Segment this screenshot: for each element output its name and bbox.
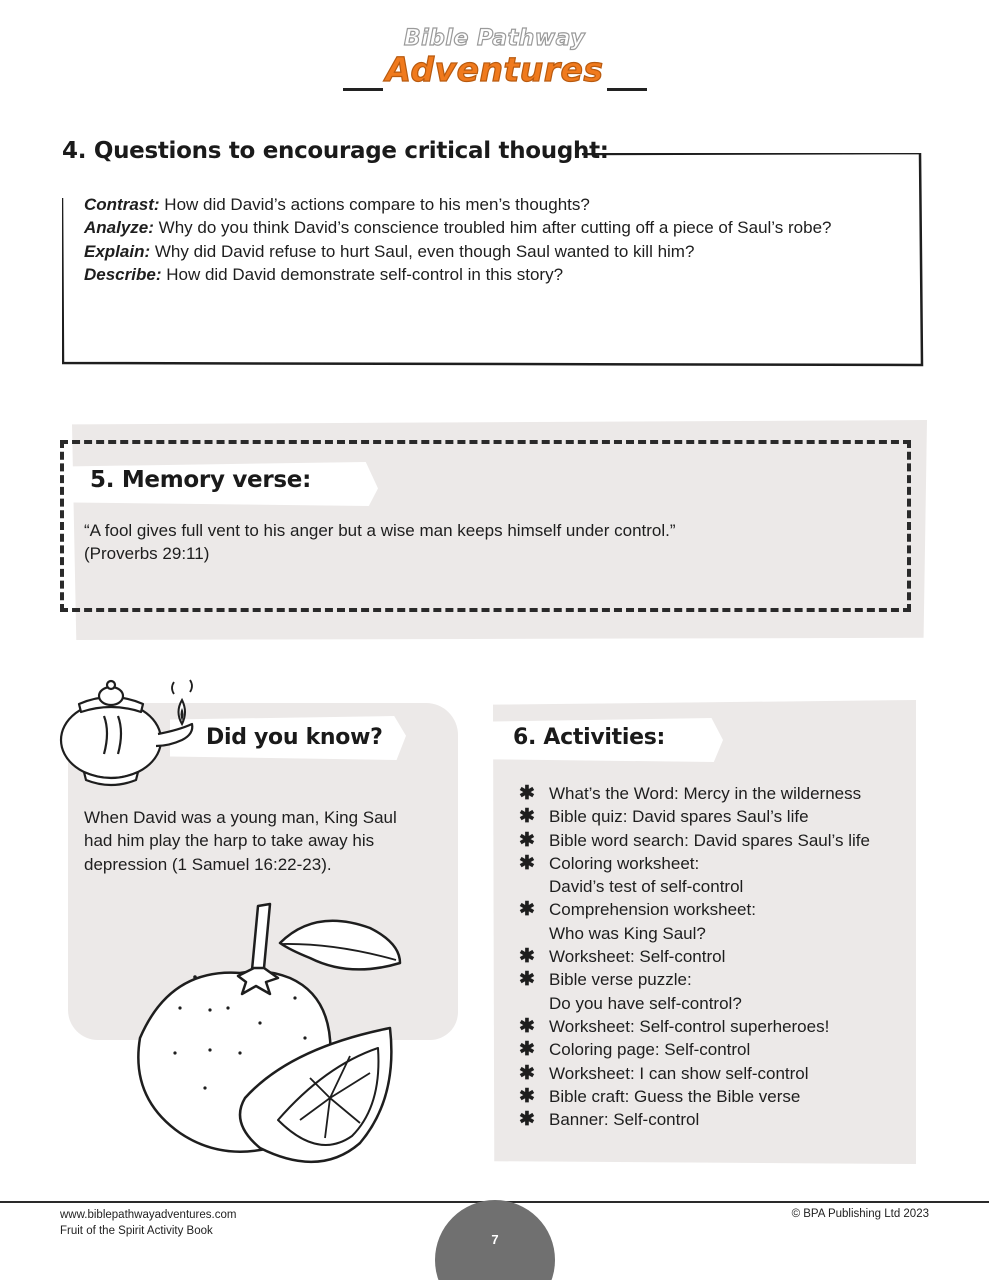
asterisk-bullet-icon: ✱ <box>519 946 535 968</box>
activity-item: ✱ Bible quiz: David spares Saul’s life <box>519 806 809 828</box>
asterisk-bullet-icon: ✱ <box>519 1015 535 1037</box>
footer-copyright: © BPA Publishing Ltd 2023 <box>791 1208 929 1220</box>
question-describe: Describe: How did David demonstrate self-control in this story? <box>84 264 564 284</box>
activity-item: ✱ What’s the Word: Mercy in the wilderness <box>519 783 862 804</box>
section-6-title: 6. Activities: <box>513 725 666 750</box>
asterisk-bullet-icon: ✱ <box>519 1085 535 1107</box>
footer-website[interactable]: www.biblepathwayadventures.com <box>60 1209 237 1221</box>
asterisk-bullet-icon: ✱ <box>519 969 535 991</box>
logo-bottom-text: Adventures <box>385 50 604 89</box>
activity-item: ✱ Coloring page: Self-control <box>519 1039 751 1061</box>
activity-item: ✱ Bible craft: Guess the Bible verse <box>519 1085 801 1107</box>
question-explain: Explain: Why did David refuse to hurt Saul, even though Saul wanted to kill him? <box>84 241 695 261</box>
logo-top-text: Bible Pathway <box>403 26 586 51</box>
orange-illustration <box>130 898 410 1177</box>
asterisk-bullet-icon: ✱ <box>519 1109 535 1131</box>
asterisk-bullet-icon: ✱ <box>519 1062 535 1084</box>
activity-item: ✱ Coloring worksheet: David’s test of self-control <box>519 852 744 897</box>
activity-item: ✱ Worksheet: Self-control <box>519 946 726 968</box>
asterisk-bullet-icon: ✱ <box>519 829 535 851</box>
asterisk-bullet-icon: ✱ <box>519 783 535 804</box>
questions-list <box>84 193 904 286</box>
did-you-know-title: Did you know? <box>206 725 383 750</box>
oil-lamp-icon <box>54 672 204 796</box>
verse-quote: “A fool gives full vent to his anger but a wise man keeps himself under control.” <box>84 521 676 540</box>
did-you-know-text: When David was a young man, King Saul had him play the harp to take away his depression (1 Samuel 16:22-23). <box>84 808 397 874</box>
question-contrast: Contrast: How did David’s actions compare to his men’s thoughts? <box>84 195 590 214</box>
footer-book-title: Fruit of the Spirit Activity Book <box>60 1225 213 1237</box>
activity-item: ✱ Bible verse puzzle: Do you have self-control? <box>519 969 742 1013</box>
logo <box>0 26 989 96</box>
verse-reference: (Proverbs 29:11) <box>84 544 210 563</box>
asterisk-bullet-icon: ✱ <box>519 1039 535 1061</box>
page-number: 7 <box>491 1232 499 1247</box>
asterisk-bullet-icon: ✱ <box>519 806 535 828</box>
memory-verse-text <box>84 519 884 565</box>
question-analyze: Analyze: Why do you think David’s conscience troubled him after cutting off a piece of Saul’s robe? <box>84 218 832 238</box>
activities-list <box>519 782 909 1131</box>
asterisk-bullet-icon: ✱ <box>519 852 535 874</box>
section-5-title: 5. Memory verse: <box>90 467 311 493</box>
activity-item: ✱ Bible word search: David spares Saul’s life <box>519 829 870 851</box>
section-4-title: 4. Questions to encourage critical thought: <box>62 138 609 164</box>
activity-item: ✱ Comprehension worksheet: Who was King Saul? <box>519 899 756 943</box>
activity-item: ✱ Worksheet: I can show self-control <box>519 1062 809 1084</box>
asterisk-bullet-icon: ✱ <box>519 899 535 921</box>
footer-left <box>60 1207 236 1239</box>
activity-item: ✱ Banner: Self-control <box>519 1109 700 1131</box>
activity-item: ✱ Worksheet: Self-control superheroes! <box>519 1015 830 1037</box>
